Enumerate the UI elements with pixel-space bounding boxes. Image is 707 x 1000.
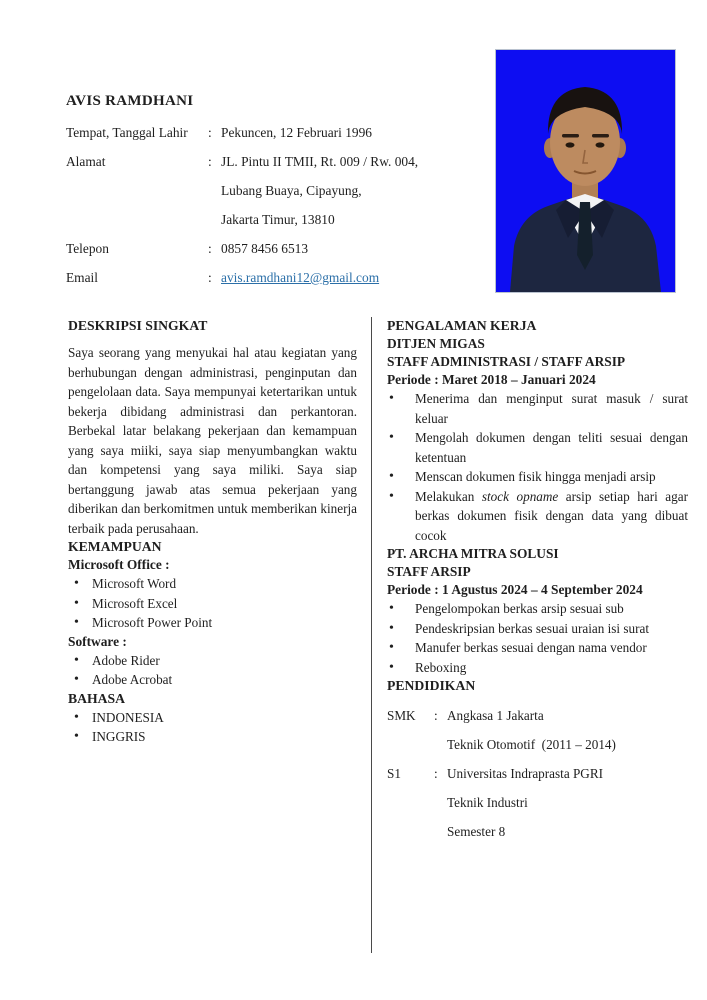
field-separator: :: [208, 270, 212, 285]
right-column: [387, 317, 688, 846]
company-name: PT. ARCHA MITRA SOLUSI: [387, 546, 559, 561]
field-label: Alamat: [66, 154, 106, 169]
office-skill-list: [68, 574, 357, 633]
address-line: Jakarta Timur, 13810: [221, 212, 335, 227]
list-item: • Menerima dan menginput surat masuk / surat keluar: [387, 389, 688, 428]
bullet-text: Melakukan: [415, 488, 482, 504]
software-skill-list: [68, 651, 357, 690]
address-line: Lubang Buaya, Cipayung,: [221, 183, 362, 198]
list-item: • Pendeskripsian berkas sesuai uraian isi surat: [387, 619, 688, 639]
list-item: • Adobe Acrobat: [68, 670, 357, 690]
field-separator: :: [208, 241, 212, 256]
education-detail: Teknik Otomotif (2011 – 2014): [447, 737, 616, 752]
company-name: DITJEN MIGAS: [387, 336, 485, 351]
field-separator: :: [208, 125, 212, 140]
list-item: • Microsoft Power Point: [68, 613, 357, 633]
education-school: Angkasa 1 Jakarta: [447, 708, 544, 723]
education-detail: Semester 8: [447, 824, 506, 839]
list-item: • Reboxing: [387, 658, 688, 678]
field-address: [66, 147, 436, 234]
field-label: Tempat, Tanggal Lahir: [66, 125, 188, 140]
education-school: Universitas Indraprasta PGRI: [447, 766, 604, 781]
education-entry: [387, 759, 688, 788]
list-item: • Menscan dokumen fisik hingga menjadi arsip: [387, 467, 688, 487]
column-divider: [371, 317, 372, 953]
field-separator: :: [434, 766, 438, 781]
list-item: • Pengelompokan berkas arsip sesuai sub: [387, 599, 688, 619]
field-birth: [66, 118, 436, 147]
bullet-text: arsip setiap hari agar berkas dokumen fisik dengan data yang dibuat cocok: [415, 488, 689, 543]
education-heading: PENDIDIKAN: [387, 678, 476, 693]
education-level: S1: [387, 766, 401, 781]
skills-heading: KEMAMPUAN: [68, 539, 162, 554]
language-list: [68, 708, 357, 747]
field-separator: :: [434, 708, 438, 723]
field-value: 0857 8456 6513: [221, 241, 309, 256]
job-duty-list: [387, 599, 688, 677]
field-email: [66, 263, 436, 292]
email-link[interactable]: avis.ramdhani12@gmail.com: [221, 270, 380, 285]
bullet-italic-text: stock opname: [481, 488, 559, 504]
list-item: • Microsoft Word: [68, 574, 357, 594]
list-item: • Mengolah dokumen dengan teliti sesuai dengan ketentuan: [387, 428, 688, 467]
field-separator: :: [208, 154, 212, 169]
job-duty-list: [387, 389, 688, 545]
field-label: Email: [66, 270, 98, 285]
list-item: [387, 487, 688, 546]
portrait-photo: [496, 50, 675, 292]
education-level: SMK: [387, 708, 416, 723]
list-item: • INGGRIS: [68, 727, 357, 747]
office-group-title: Microsoft Office :: [68, 557, 170, 572]
list-item: • Microsoft Excel: [68, 594, 357, 614]
field-value: [221, 147, 436, 234]
profile-heading: DESKRIPSI SINGKAT: [68, 318, 208, 333]
education-list: [387, 701, 688, 846]
profile-text: Saya seorang yang menyukai hal atau kegiatan yang berhubungan dengan administrasi, penginputan dan pengelolaan data. Saya mempunyai ketertarikan untuk bekerja dibidang administrasi dan perkantoran. Berbekal latar belakang pekerjaan dan kemampuan yang saya miiki, saya siap menyumbangkan waktu dan kompetensi yang saya miliki. Saya siap bertanggung jawab atas semua pekerjaan yang diberikan dan berkomitmen untuk memberikan kinerja terbaik pada perusahaan.: [68, 345, 357, 536]
left-column: [68, 317, 357, 747]
education-detail: Teknik Industri: [447, 795, 528, 810]
education-entry: [387, 701, 688, 730]
experience-heading: PENGALAMAN KERJA: [387, 318, 537, 333]
list-item: • INDONESIA: [68, 708, 357, 728]
language-heading: BAHASA: [68, 690, 126, 706]
list-item: • Adobe Rider: [68, 651, 357, 671]
job-position: STAFF ARSIP: [387, 564, 471, 579]
person-name: AVIS RAMDHANI: [66, 93, 194, 109]
job-period: Periode : 1 Agustus 2024 – 4 September 2024: [387, 582, 643, 597]
job-position: STAFF ADMINISTRASI / STAFF ARSIP: [387, 354, 626, 369]
personal-info: [66, 118, 436, 292]
field-value: Pekuncen, 12 Februari 1996: [221, 125, 372, 140]
job-period: Periode : Maret 2018 – Januari 2024: [387, 372, 596, 387]
software-group-title: Software :: [68, 633, 127, 649]
address-line: JL. Pintu II TMII, Rt. 009 / Rw. 004,: [221, 154, 419, 169]
list-item: • Manufer berkas sesuai dengan nama vendor: [387, 638, 688, 658]
field-phone: [66, 234, 436, 263]
field-label: Telepon: [66, 241, 109, 256]
